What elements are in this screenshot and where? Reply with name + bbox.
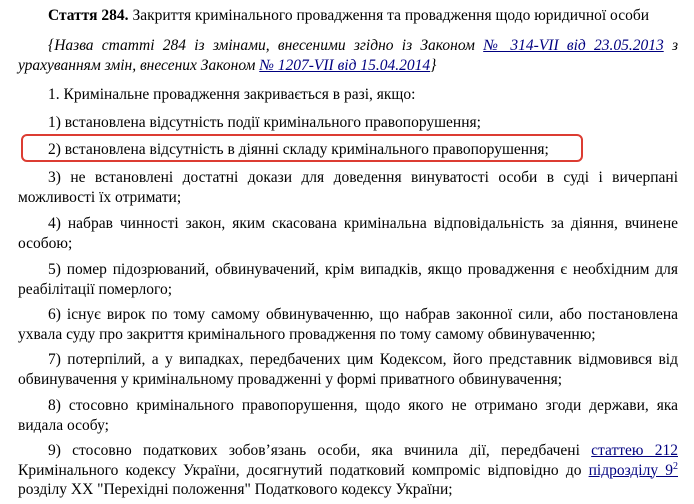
note-text-middle: з урахуванням змін, внесених Законом bbox=[18, 37, 679, 74]
item-9-text-2: Кримінального кодексу України, досягнутий податковий компроміс відповідно до bbox=[18, 461, 582, 479]
note-text-before: {Назва статті 284 із змінами, внесеними згідно із Законом bbox=[48, 37, 475, 54]
subsection-9-link-text: підрозділу 9 bbox=[588, 461, 673, 479]
item-9-text-1: 9) стосовно податкових зобов’язань особи, яка вчинила дії, передбачені bbox=[48, 442, 580, 459]
item-6: 6) існує вирок по тому самому обвинуваченню, що набрав законної сили, або постановлена ухвала суду про закриття кримінального провадження по тому самому обвинуваченню; bbox=[18, 306, 678, 343]
article-number: Стаття 284. bbox=[48, 7, 129, 24]
clause-1: 1. Кримінальне провадження закривається в разі, якщо: bbox=[48, 86, 416, 103]
item-7: 7) потерпілий, а у випадках, передбачених цим Кодексом, його представник відмовився від обвинувачення у кримінальному провадженні у формі приватного обвинувачення; bbox=[18, 351, 678, 388]
item-4: 4) набрав чинності закон, яким скасована кримінальна відповідальність за діяння, вчинене особою; bbox=[18, 215, 678, 252]
article-212-link[interactable]: статтею 212 bbox=[591, 442, 678, 459]
item-9-text-3: розділу XX "Перехідні положення" Податкового кодексу України; bbox=[18, 481, 453, 498]
law-1207-link[interactable]: № 1207-VII від 15.04.2014 bbox=[259, 56, 431, 74]
note-text-after: } bbox=[430, 56, 437, 74]
law-314-link[interactable]: № 314-VII від 23.05.2013 bbox=[483, 37, 664, 54]
item-8: 8) стосовно кримінального правопорушення, щодо якого не отримано згоди держави, яка видала особу; bbox=[18, 397, 678, 434]
item-3: 3) не встановлені достатні докази для доведення винуватості особи в суді і вичерпані можливості їх отримати; bbox=[18, 169, 678, 206]
article-heading bbox=[18, 6, 678, 26]
item-9 bbox=[18, 441, 678, 500]
subsection-9-superscript: 2 bbox=[673, 460, 678, 472]
item-5: 5) помер підозрюваний, обвинувачений, крім випадків, якщо провадження є необхідним для реабілітації померлого; bbox=[18, 261, 678, 298]
amendment-note bbox=[18, 36, 678, 75]
article-title: Закриття кримінального провадження та провадження щодо юридичної особи bbox=[132, 7, 650, 24]
item-1: 1) встановлена відсутність події кримінального правопорушення; bbox=[48, 114, 481, 131]
subsection-9-link[interactable] bbox=[589, 462, 678, 479]
item-2: 2) встановлена відсутність в діянні складу кримінального правопорушення; bbox=[48, 141, 549, 158]
